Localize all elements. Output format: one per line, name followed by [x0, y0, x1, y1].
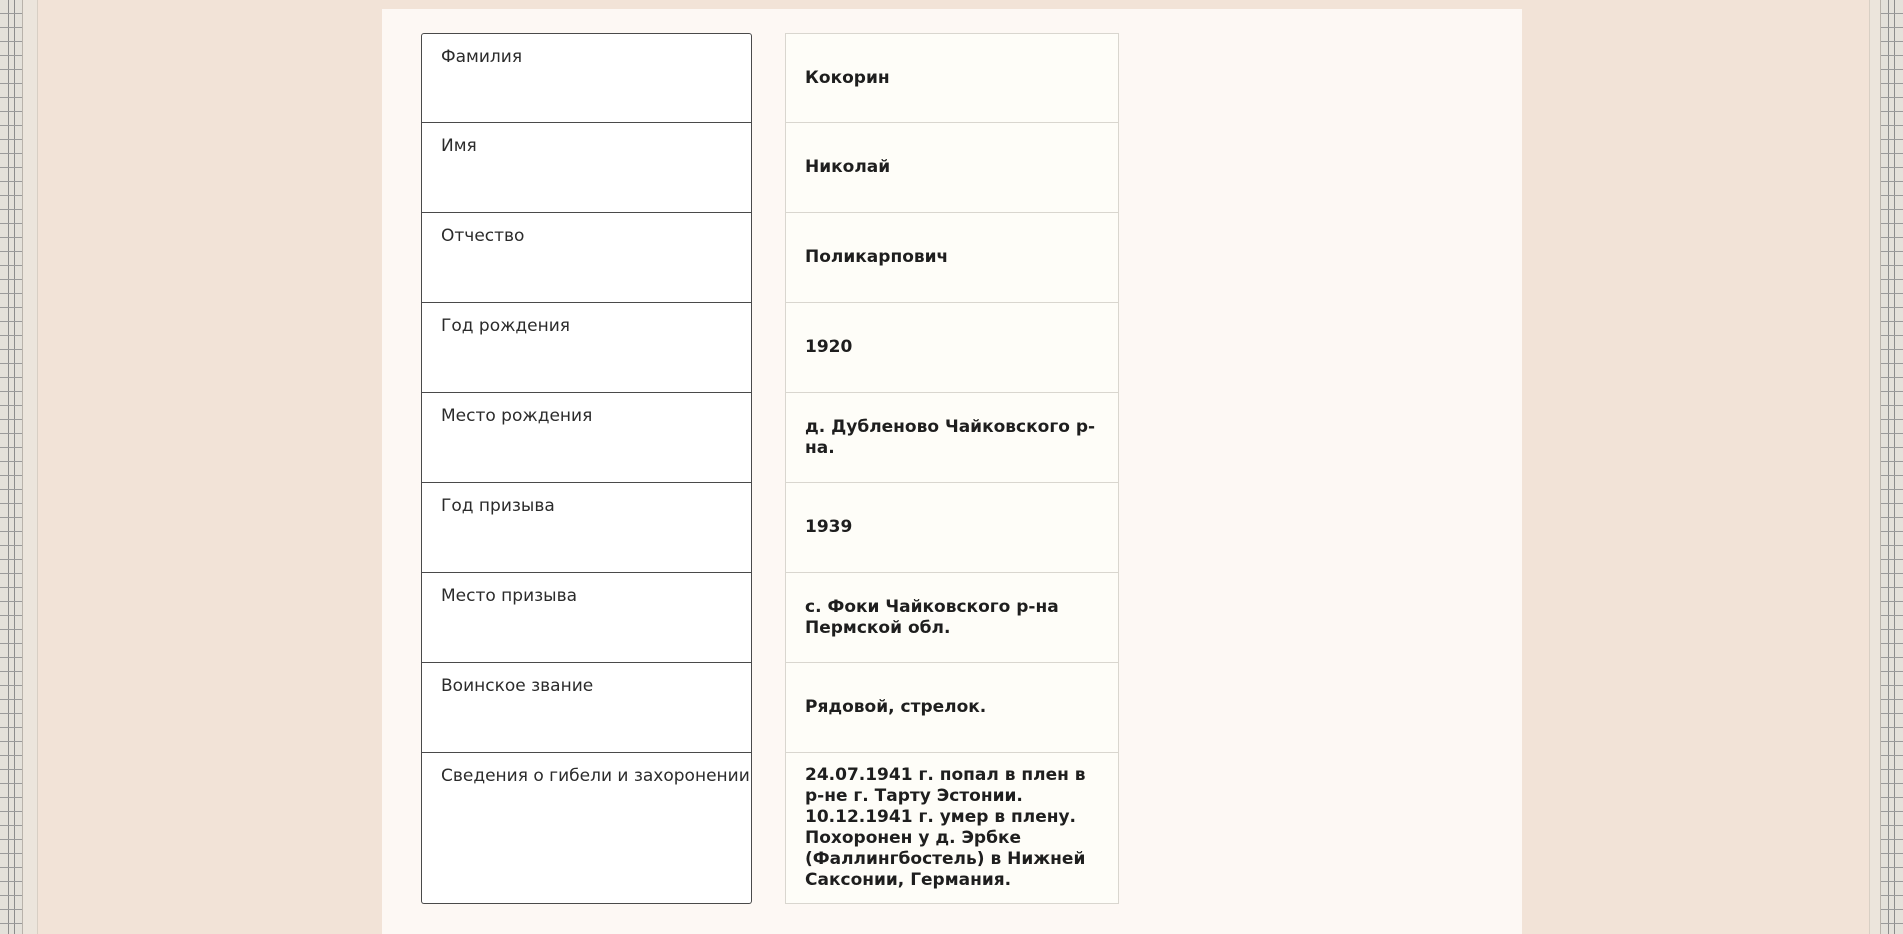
field-value	[785, 123, 1119, 213]
document-page	[382, 9, 1522, 934]
field-label: Место рождения	[421, 393, 752, 483]
field-value	[785, 213, 1119, 303]
left-margin-strip	[23, 0, 38, 934]
field-value-text: Рядовой, стрелок.	[805, 697, 987, 717]
field-value-text: Кокорин	[805, 67, 890, 88]
record-row-first-name	[421, 123, 1129, 213]
field-label: Воинское звание	[421, 663, 752, 753]
field-label: Сведения о гибели и захоронении	[421, 753, 752, 904]
field-label: Место призыва	[421, 573, 752, 663]
field-value	[785, 663, 1119, 753]
record-row-conscription-place	[421, 573, 1129, 663]
record-row-surname	[421, 33, 1129, 123]
record-row-patronymic	[421, 213, 1129, 303]
field-value	[785, 33, 1119, 123]
field-value-text: Поликарпович	[805, 247, 949, 267]
record-row-conscription-year	[421, 483, 1129, 573]
right-ruler	[1880, 0, 1903, 934]
field-label: Фамилия	[421, 33, 752, 123]
field-value	[785, 483, 1119, 573]
field-value-text: с. Фоки Чайковского р-на Пермской обл.	[805, 596, 1059, 638]
field-value	[785, 393, 1119, 483]
field-value	[785, 753, 1119, 904]
field-label: Год призыва	[421, 483, 752, 573]
field-value-text: 24.07.1941 г. попал в плен в р-не г. Тарту Эстонии. 10.12.1941 г. умер в плену. Похоронен у д. Эрбке (Фаллингбостель) в Нижней Саксонии, Германия.	[805, 765, 1086, 890]
field-value-text: 1920	[805, 337, 853, 357]
field-label: Год рождения	[421, 303, 752, 393]
field-value-text: д. Дубленово Чайковского р-на.	[805, 416, 1096, 458]
field-value	[785, 573, 1119, 663]
field-label: Отчество	[421, 213, 752, 303]
record-row-birth-year	[421, 303, 1129, 393]
field-value-text: Николай	[805, 157, 891, 177]
right-margin-strip	[1869, 0, 1880, 934]
record-row-death-burial	[421, 753, 1129, 904]
field-value	[785, 303, 1119, 393]
record-row-military-rank	[421, 663, 1129, 753]
record-row-birth-place	[421, 393, 1129, 483]
field-value-text: 1939	[805, 517, 853, 537]
left-ruler	[0, 0, 23, 934]
field-label: Имя	[421, 123, 752, 213]
